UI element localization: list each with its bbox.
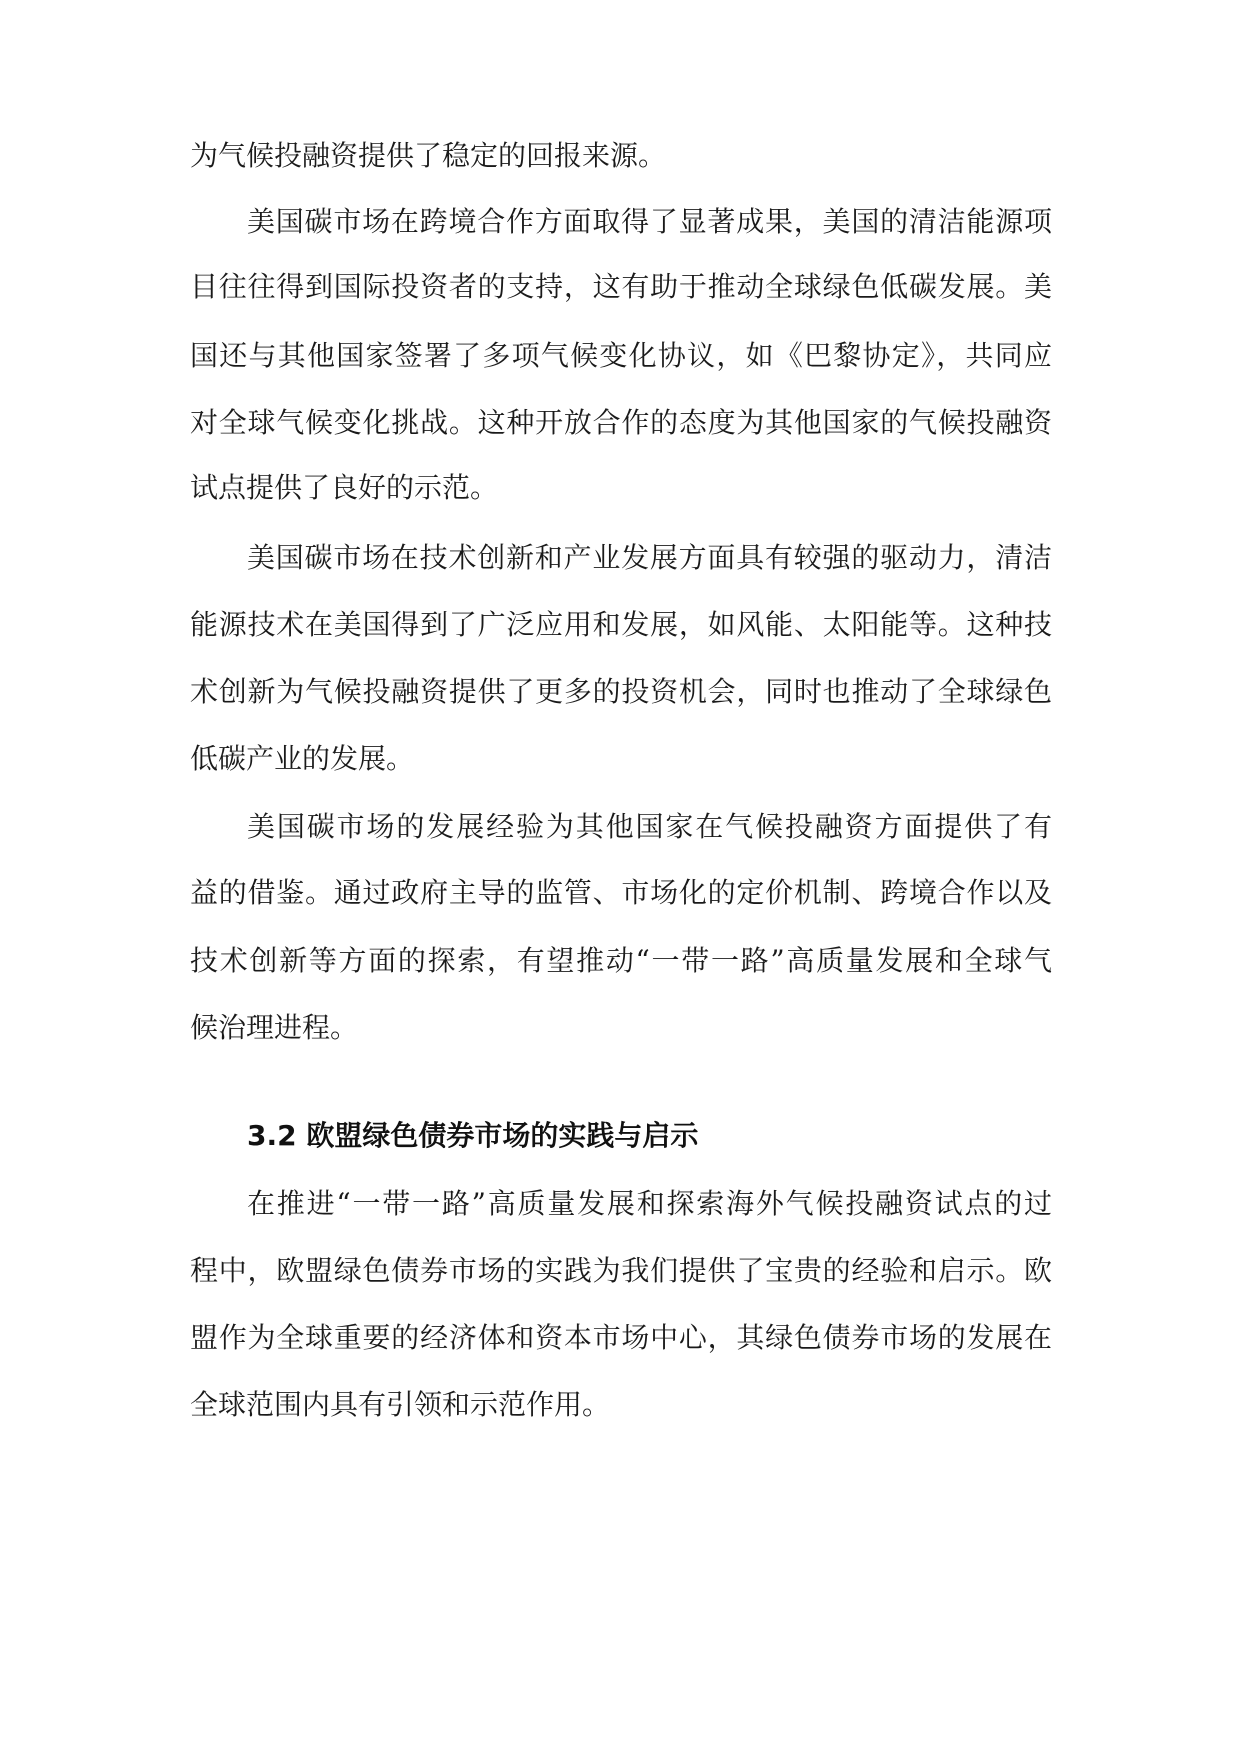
paragraph-line: 为气候投融资提供了稳定的回报来源。 — [190, 139, 667, 172]
paragraph-line: 能源技术在美国得到了广泛应用和发展，如风能、太阳能等。这种技 — [190, 608, 1052, 641]
paragraph-line: 程中，欧盟绿色债券市场的实践为我们提供了宝贵的经验和启示。欧 — [190, 1254, 1052, 1287]
paragraph-line: 试点提供了良好的示范。 — [190, 471, 499, 504]
paragraph-line: 在推进“一带一路”高质量发展和探索海外气候投融资试点的过 — [247, 1187, 1052, 1220]
paragraph-line: 美国碳市场在技术创新和产业发展方面具有较强的驱动力，清洁 — [247, 541, 1052, 574]
paragraph-line: 美国碳市场在跨境合作方面取得了显著成果，美国的清洁能源项 — [247, 205, 1052, 238]
paragraph-line: 技术创新等方面的探索，有望推动“一带一路”高质量发展和全球气 — [190, 944, 1052, 977]
section-heading: 3.2 欧盟绿色债券市场的实践与启示 — [247, 1119, 699, 1152]
paragraph-line: 益的借鉴。通过政府主导的监管、市场化的定价机制、跨境合作以及 — [190, 876, 1052, 909]
paragraph-line: 国还与其他国家签署了多项气候变化协议，如《巴黎协定》，共同应 — [190, 339, 1052, 372]
paragraph-line: 术创新为气候投融资提供了更多的投资机会，同时也推动了全球绿色 — [190, 675, 1052, 708]
paragraph-line: 美国碳市场的发展经验为其他国家在气候投融资方面提供了有 — [247, 810, 1052, 843]
paragraph-line: 全球范围内具有引领和示范作用。 — [190, 1388, 611, 1421]
paragraph-line: 目往往得到国际投资者的支持，这有助于推动全球绿色低碳发展。美 — [190, 270, 1052, 303]
paragraph-line: 低碳产业的发展。 — [190, 742, 415, 775]
paragraph-line: 盟作为全球重要的经济体和资本市场中心，其绿色债券市场的发展在 — [190, 1321, 1052, 1354]
paragraph-line: 对全球气候变化挑战。这种开放合作的态度为其他国家的气候投融资 — [190, 406, 1052, 439]
paragraph-line: 候治理进程。 — [190, 1011, 359, 1044]
